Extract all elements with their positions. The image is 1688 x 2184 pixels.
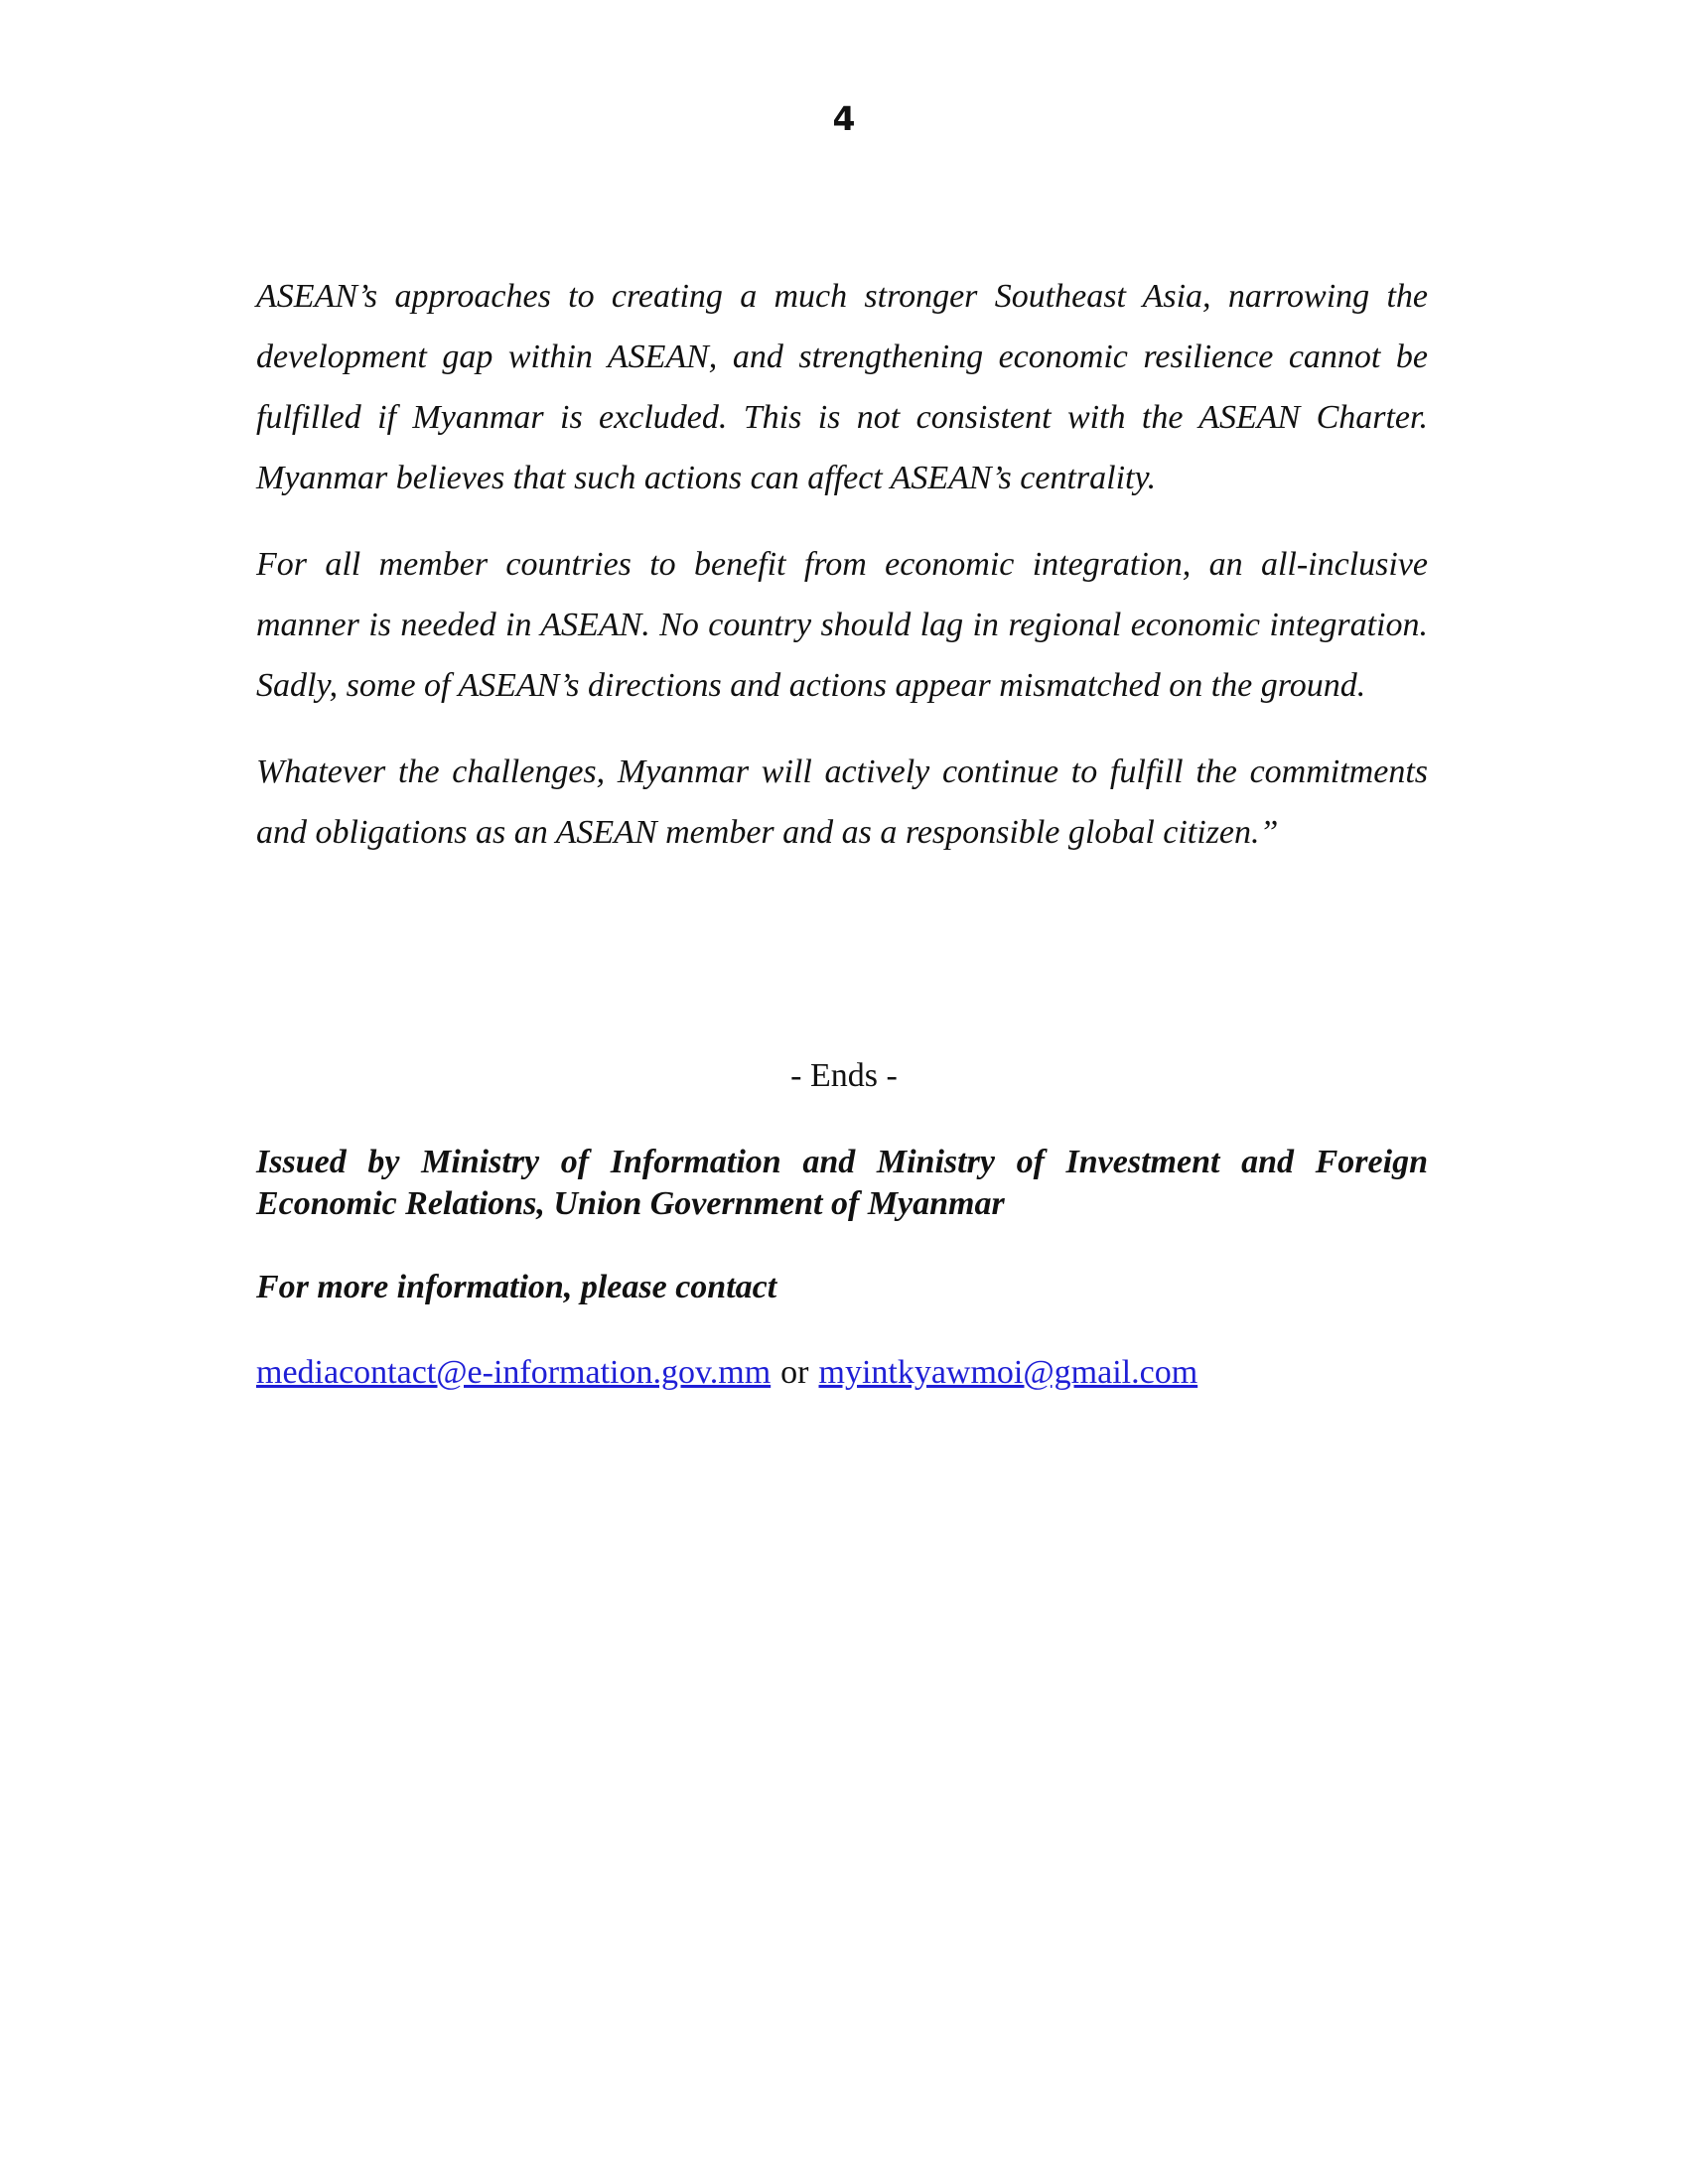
paragraph-asean-approaches: ASEAN’s approaches to creating a much stronger Southeast Asia, narrowing the development gap within ASEAN, and strengthening economic resilience cannot be fulfilled if Myanmar is excluded. This is not consistent with the ASEAN Charter. Myanmar believes that such actions can affect ASEAN’s centrality.	[256, 278, 1428, 496]
paragraph-economic-integration: For all member countries to benefit from economic integration, an all-inclusive manner is needed in ASEAN. No country should lag in regional economic integration. Sadly, some of ASEAN’s directions and actions appear mismatched on the ground.	[256, 546, 1428, 704]
email-link-myintkyawmoi[interactable]: myintkyawmoi@gmail.com	[818, 1354, 1198, 1391]
page-number: 4	[832, 99, 856, 138]
email-link-mediacontact[interactable]: mediacontact@e-information.gov.mm	[256, 1354, 772, 1391]
contact-emails	[256, 1352, 1428, 1394]
statement-body	[256, 266, 1428, 888]
contact-label: For more information, please contact	[256, 1269, 777, 1305]
paragraph-commitments: Whatever the challenges, Myanmar will actively continue to fulfill the commitments and obligations as an ASEAN member and as a responsible global citizen.”	[256, 753, 1428, 851]
contact-separator: or	[780, 1354, 809, 1391]
ends-marker: - Ends -	[790, 1057, 898, 1094]
issued-by: Issued by Ministry of Information and Ministry of Investment and Foreign Economic Relations, Union Government of Myanmar	[256, 1144, 1428, 1222]
